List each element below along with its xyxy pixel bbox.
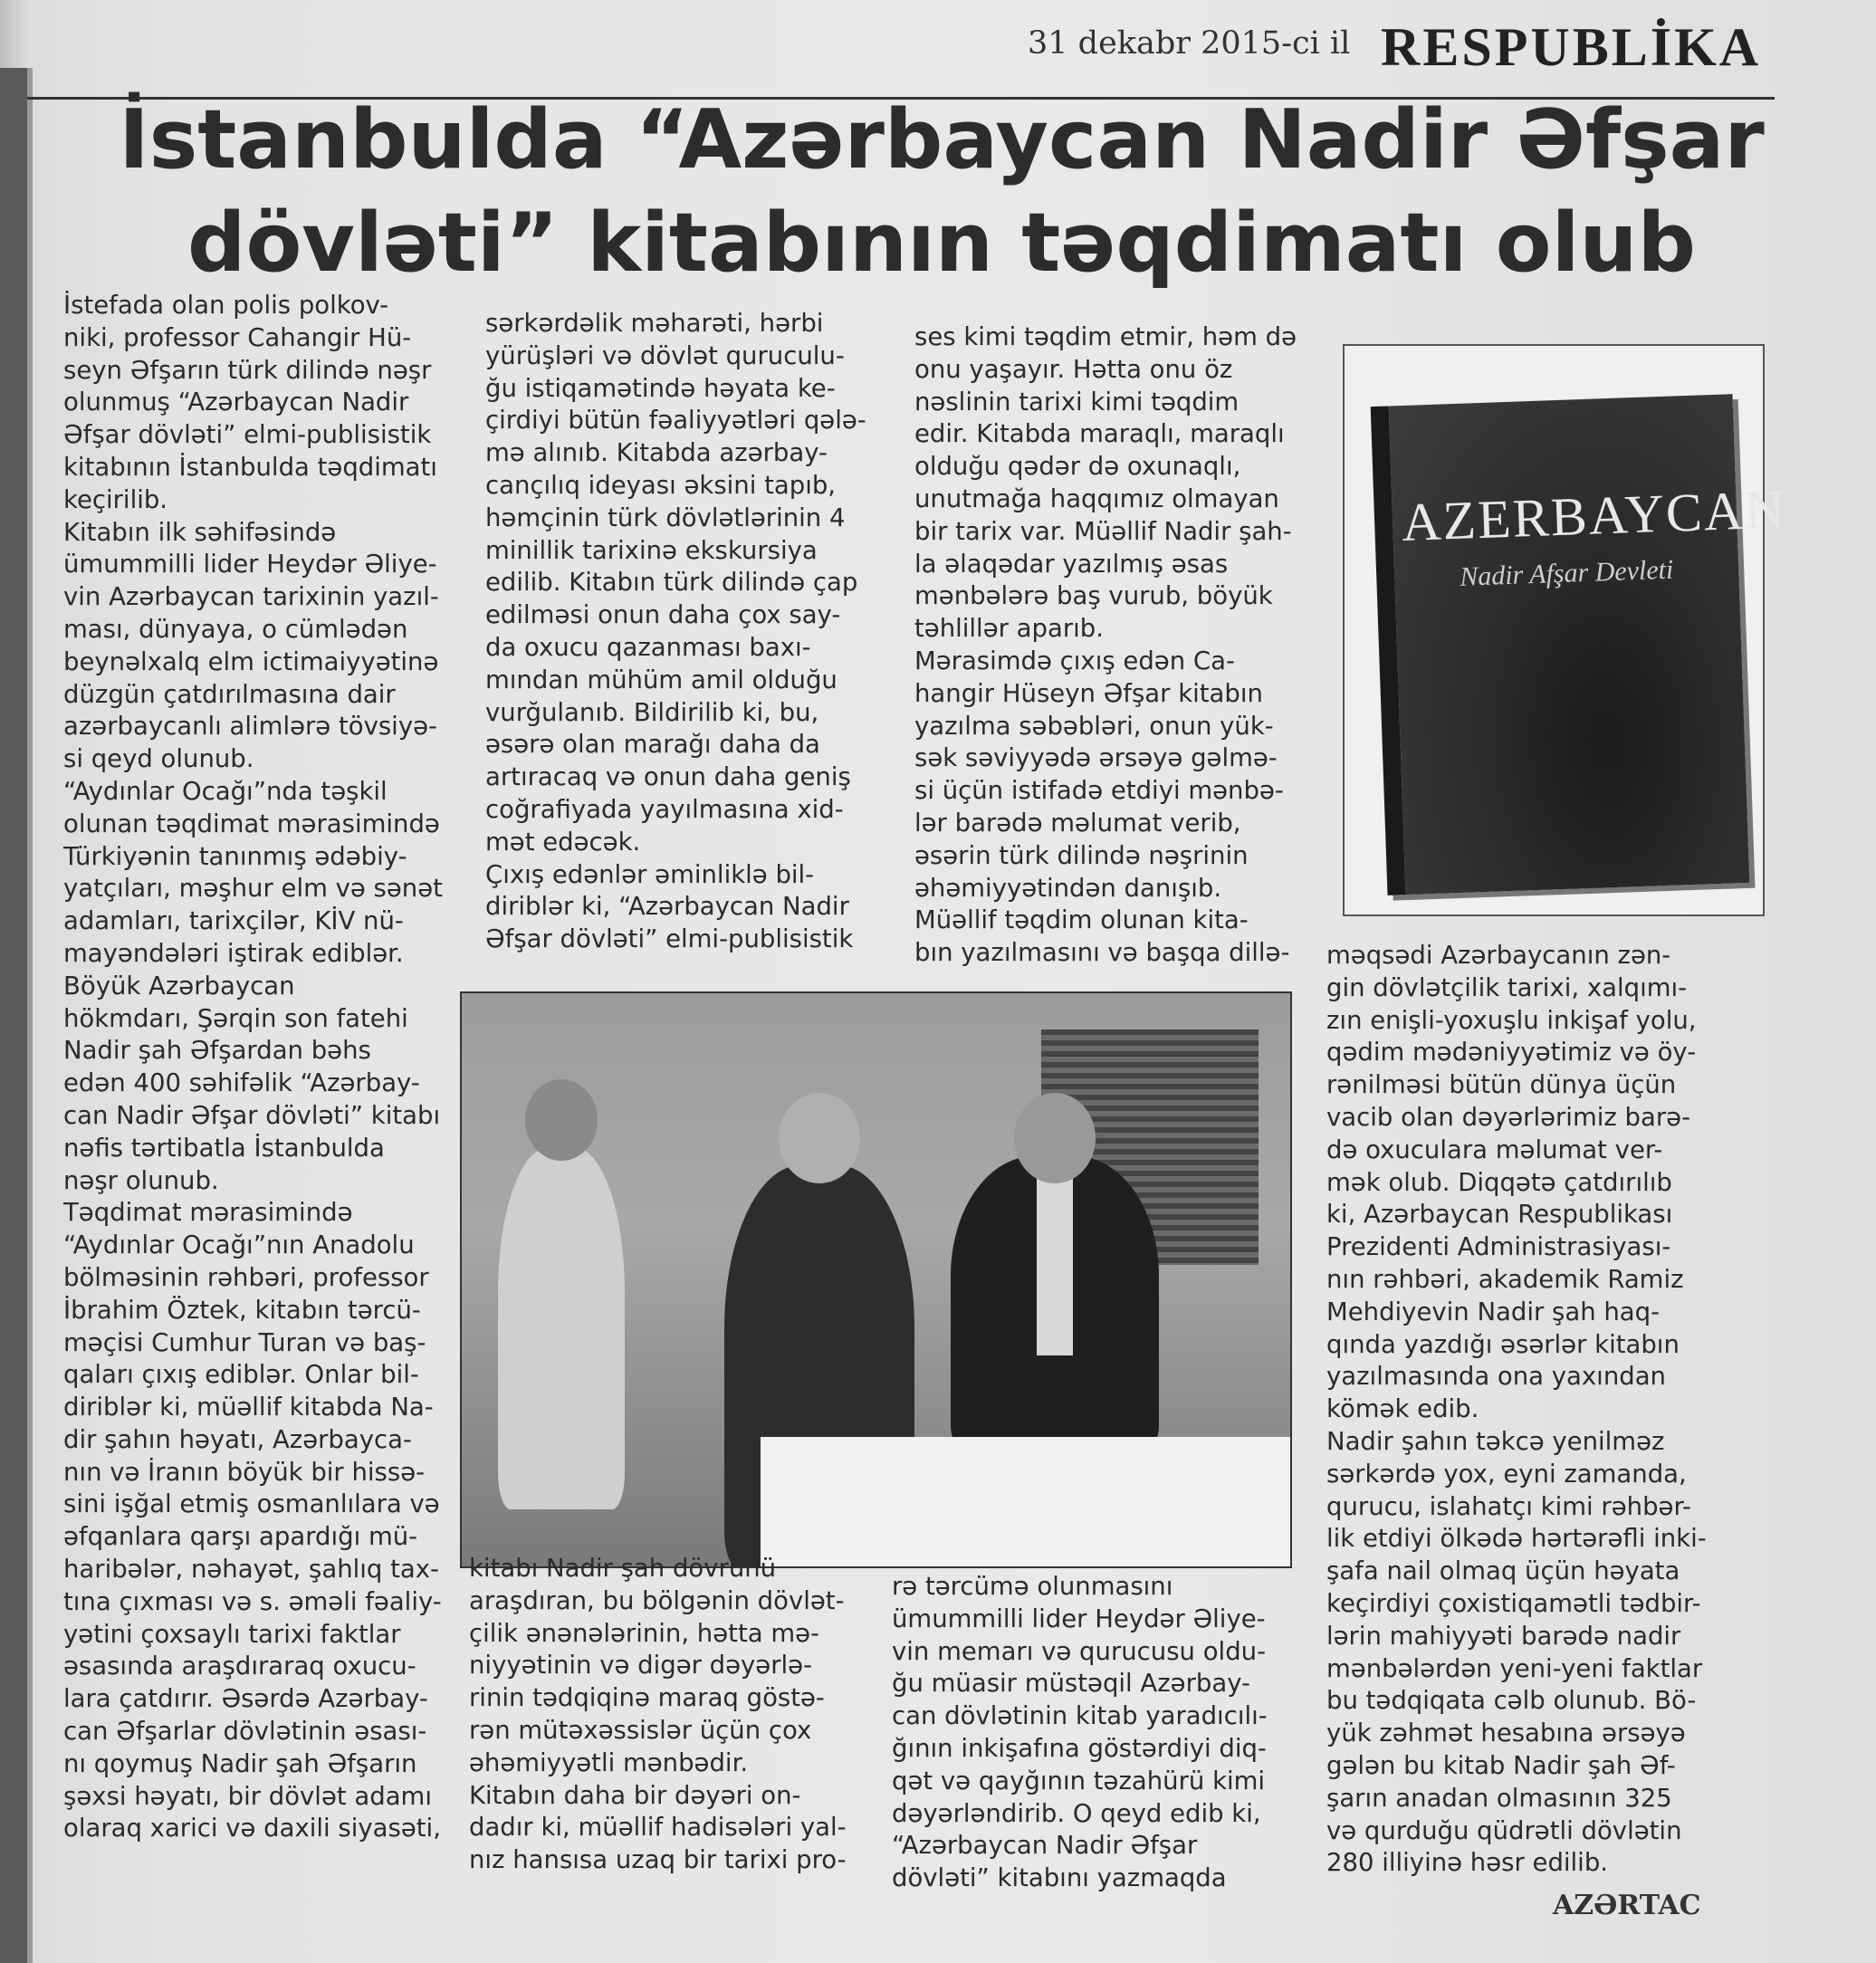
newspaper-name: RESPUBLİKA [1381, 17, 1762, 77]
article-headline: İstanbulda “Azərbaycan Nadir Əfşar dövləti” kitabının təqdimatı olub [119, 92, 1765, 291]
article-column-2: sərkərdəlik məharəti, hərbi yürüşləri və dövlət quruculu- ğu istiqamətində həyata ke- çirdiyi bütün fəaliyyətləri qələ- mə alınıb. Kitabda azərbay- cançılıq ideyası əksini tapıb, həmçinin türk dövlətlərinin 4 minillik tarixinə ekskursiya edilib. Kitabın türk dilində çap edilməsi onun daha çox say- da oxucu qazanması baxı- mından mühüm amil olduğu vurğulanıb. Bildirilib ki, bu, əsərə olan marağı daha da artıracaq və onun daha geniş coğrafiyada yayılmasına xid- mət edəcək. Çıxış edənlər əminliklə bil- diriblər ki, “Azərbaycan Nadir Əfşar dövləti” elmi-publisistik [485, 309, 866, 954]
book-cover-title: AZERBAYCAN [1401, 479, 1787, 552]
article-column-1: İstefada olan polis polkov- niki, professor Cahangir Hü- seyn Əfşarın türk dilində nəşr olunmuş “Azərbaycan Nadir Əfşar dövləti” elmi-publisistik kitabının İstanbulda təqdimatı keçirilib. Kitabın ilk səhifəsində ümummilli lider Heydər Əliye- vin Azərbaycan tarixinin yazıl- ması, dünyaya, o cümlədən beynəlxalq elm ictimaiyyətinə düzgün çatdırılmasına dair azərbaycanlı alimlərə tövsiyə- si qeyd olunub. “Aydınlar Ocağı”nda təşkil olunan təqdimat mərasimində Türkiyənin tanınmış ədəbiy- yatçıları, məşhur elm və sənət adamları, tarixçilər, KİV nü- mayəndələri iştirak ediblər. Böyük Azərbaycan hökmdarı, Şərqin son fatehi Nadir şah Əfşardan bəhs edən 400 səhifəlik “Azərbay- can Nadir Əfşar dövləti” kitabı nəfis tərtibatla İstanbulda nəşr olunub. Təqdimat mərasimində “Aydınlar Ocağı”nın Anadolu bölməsinin rəhbəri, professor İbrahim Öztek, kitabın tərcü- məçisi Cumhur Turan və baş- qaları çıxış ediblər. Onlar bil- diriblər ki, müəllif kitabda Na- dir şahın həyatı, Azərbayca- nın və İranın böyük bir hissə- sini işğal etmiş osmanlılara və əfqanlara qarşı apardığı mü- haribələr, nəhayət, şahlıq tax- tına çıxması və s. əməli fəaliy- yətini çoxsaylı tarixi faktlar əsasında araşdıraraq oxucu- lara çatdırır. Əsərdə Azərbay- can Əfşarlar dövlətinin əsası- nı qoymuş Nadir şah Əfşarın şəxsi həyatı, bir dövlət adamı olaraq xarici və daxili siyasəti, [63, 291, 443, 1843]
book-cover-subtitle: Nadir Afşar Devleti [1459, 554, 1674, 592]
event-photo [460, 991, 1292, 1568]
book-cover [1371, 394, 1787, 895]
photo-person-left-head [525, 1079, 598, 1161]
page-edge-shadow [0, 68, 27, 1963]
photo-person-right-shirt [1037, 1174, 1073, 1355]
article-column-5: məqsədi Azərbaycanın zən- gin dövlətçilik tarixi, xalqımı- zın enişli-yoxuşlu inkişaf yolu, qədim mədəniyyətimiz və öy- rənilməsi bütün dünya üçün vacib olan dəyərlərimiz barə- də oxuculara məlumat ver- mək olub. Diqqətə çatdırılıb ki, Azərbaycan Respublikası Prezidenti Administrasiyası- nın rəhbəri, akademik Ramiz Mehdiyevin Nadir şah haq- qında yazdığı əsərlər kitabın yazılmasında ona yaxından kömək edib. Nadir şahın təkcə yenilməz sərkərdə yox, eyni zamanda, qurucu, islahatçı kimi rəhbər- lik etdiyi ölkədə hərtərəfli inki- şafa nail olmaq üçün həyata keçirdiyi çoxistiqamətli tədbir- lərin mahiyyəti barədə nadir mənbələrdən yeni-yeni faktlar bu tədqiqata cəlb olunub. Bö- yük zəhmət hesabına ərsəyə gələn bu kitab Nadir şah Əf- şarın anadan olmasının 325 və qurduğu qüdrətli dövlətin 280 illiyinə həsr edilib. [1326, 941, 1707, 1878]
book-cover-image [1343, 344, 1787, 916]
article-column-3: ses kimi təqdim etmir, həm də onu yaşayır. Hətta onu öz nəslinin tarixi kimi təqdim edir. Kitabda maraqlı, maraqlı olduğu qədər də oxunaqlı, unutmağa haqqımız olmayan bir tarix var. Müəllif Nadir şah- la əlaqədar yazılmış əsas mənbələrə baş vurub, böyük təhlillər aparıb. Mərasimdə çıxış edən Ca- hangir Hüseyn Əfşar kitabın yazılma səbəbləri, onun yük- sək səviyyədə ərsəyə gəlmə- si üçün istifadə etdiyi mənbə- lər barədə məlumat verib, əsərin türk dilində nəşrinin əhəmiyyətindən danışıb. Müəllif təqdim olunan kita- bın yazılmasını və başqa dillə- [914, 322, 1297, 968]
photo-table [761, 1437, 1290, 1566]
article-column-4b: rə tərcümə olunmasını ümummilli lider Heydər Əliye- vin memarı və qurucusu oldu- ğu müasir müstəqil Azərbay- can dövlətinin kitab yaradıcılı- ğının inkişafına göstərdiyi diq- qət və qayğının təzahürü kimi dəyərləndirib. O qeyd edib ki, “Azərbaycan Nadir Əfşar dövləti” kitabını yazmaqda [892, 1572, 1268, 1893]
article-column-4a: kitabı Nadir şah dövrünü araşdıran, bu bölgənin dövlət- çilik ənənələrinin, hətta mə- niyyətinin və digər dəyərlə- rinin tədqiqinə maraq göstə- rən mütəxəssislər üçün çox əhəmiyyətli mənbədir. Kitabın daha bir dəyəri on- dadır ki, müəllif hadisələri yal- nız hansısa uzaq bir tarixi pro- [469, 1554, 847, 1875]
news-agency-credit: AZƏRTAC [1553, 1890, 1701, 1921]
photo-person-left [498, 1147, 625, 1509]
photo-person-right-head [1014, 1093, 1096, 1183]
issue-date: 31 dekabr 2015-ci il [1028, 25, 1351, 62]
photo-person-center-head [779, 1093, 860, 1183]
page-edge-highlight [27, 68, 33, 1963]
